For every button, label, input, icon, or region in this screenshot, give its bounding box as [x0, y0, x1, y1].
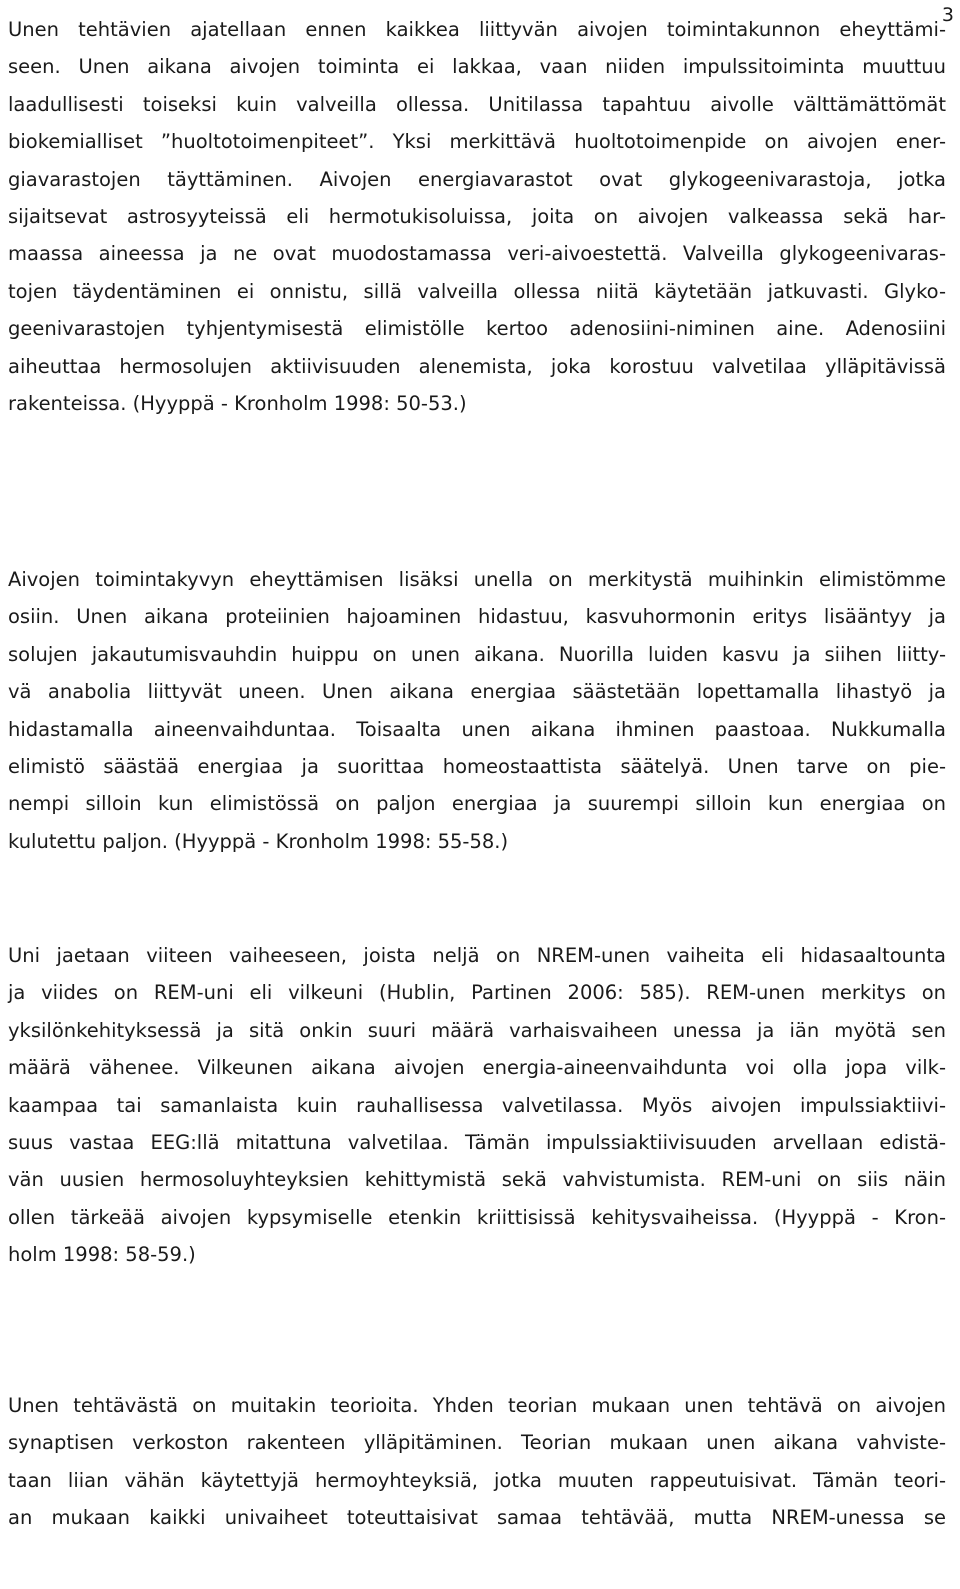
- text-line: aiheuttaa hermosolujen aktiivisuuden alenemista, joka korostuu valvetilaa ylläpitävissä: [8, 354, 946, 378]
- text-line: hidastamalla aineenvaihduntaa. Toisaalta unen aikana ihminen paastoaa. Nukkumalla: [8, 717, 946, 741]
- text-line: sijaitsevat astrosyyteissä eli hermotukisoluissa, joita on aivojen valkeassa sekä har-: [8, 204, 946, 228]
- text-line: elimistö säästää energiaa ja suorittaa homeostaattista säätelyä. Unen tarve on pie-: [8, 754, 946, 778]
- text-line: seen. Unen aikana aivojen toiminta ei lakkaa, vaan niiden impulssitoiminta muuttuu: [8, 55, 946, 79]
- text-line: biokemialliset ”huoltotoimenpiteet”. Yksi merkittävä huoltotoimenpide on aivojen ener-: [8, 130, 946, 154]
- text-line: holm 1998: 58-59.): [8, 1243, 196, 1267]
- text-line: Uni jaetaan viiteen vaiheeseen, joista neljä on NREM-unen vaiheita eli hidasaaltounta: [8, 944, 946, 967]
- text-line: suus vastaa EEG:llä mitattuna valvetilaa. Tämän impulssiaktiivisuuden arvellaan edistä-: [8, 1130, 946, 1154]
- text-line: määrä vähenee. Vilkeunen aikana aivojen energia-aineenvaihdunta voi olla jopa vilk-: [8, 1056, 946, 1080]
- text-line: taan liian vähän käytettyjä hermoyhteyksiä, jotka muuten rappeutuisivat. Tämän teori-: [8, 1468, 946, 1492]
- text-line: ja viides on REM-uni eli vilkeuni (Hublin, Partinen 2006: 585). REM-unen merkitys on: [8, 981, 946, 1005]
- text-line: rakenteissa. (Hyyppä - Kronholm 1998: 50-53.): [8, 391, 467, 415]
- text-line: Unen tehtävästä on muitakin teorioita. Yhden teorian mukaan unen tehtävä on aivojen: [8, 1394, 946, 1417]
- paragraph-brain-recovery: [8, 11, 946, 422]
- paragraph-sleep-stages: [8, 937, 946, 1274]
- text-line: osiin. Unen aikana proteiinien hajoaminen hidastuu, kasvuhormonin eritys lisääntyy ja: [8, 605, 946, 629]
- text-line: ollen tärkeää aivojen kypsymiselle etenkin kriittisissä kehitysvaiheissa. (Hyyppä - Kron-: [8, 1205, 946, 1229]
- text-line: nempi silloin kun elimistössä on paljon energiaa ja suurempi silloin kun energiaa on: [8, 792, 946, 816]
- text-line: tojen täydentäminen ei onnistu, sillä valveilla ollessa niitä käytetään jatkuvasti. Glyko-: [8, 279, 946, 303]
- paragraph-body-recovery: [8, 561, 946, 860]
- text-line: an mukaan kaikki univaiheet toteuttaisivat samaa tehtävää, mutta NREM-unessa se: [8, 1506, 946, 1530]
- text-line: yksilönkehityksessä ja sitä onkin suuri määrä varhaisvaiheen unessa ja iän myötä sen: [8, 1018, 946, 1042]
- text-line: vä anabolia liittyvät uneen. Unen aikana energiaa säästetään lopettamalla lihastyö ja: [8, 680, 946, 704]
- text-line: vän uusien hermosoluyhteyksien kehittymistä sekä vahvistumista. REM-uni on siis näin: [8, 1168, 946, 1192]
- text-line: geenivarastojen tyhjentymisestä elimistölle kertoo adenosiini-niminen aine. Adenosiini: [8, 317, 946, 341]
- text-line: synaptisen verkoston rakenteen ylläpitäminen. Teorian mukaan unen aikana vahviste-: [8, 1431, 946, 1455]
- text-line: kulutettu paljon. (Hyyppä - Kronholm 1998: 55-58.): [8, 829, 509, 853]
- page-number: 3: [941, 4, 954, 26]
- paragraph-other-theories: [8, 1387, 946, 1537]
- text-line: Unen tehtävien ajatellaan ennen kaikkea liittyvän aivojen toimintakunnon eheyttämi-: [8, 18, 946, 41]
- text-line: Aivojen toimintakyvyn eheyttämisen lisäksi unella on merkitystä muihinkin elimistömme: [8, 568, 946, 591]
- text-line: maassa aineessa ja ne ovat muodostamassa veri-aivoestettä. Valveilla glykogeenivaras-: [8, 242, 946, 266]
- text-line: solujen jakautumisvauhdin huippu on unen aikana. Nuorilla luiden kasvu ja siihen liitty-: [8, 642, 946, 666]
- text-line: kaampaa tai samanlaista kuin rauhallisessa valvetilassa. Myös aivojen impulssiaktiivi-: [8, 1093, 946, 1117]
- text-line: laadullisesti toiseksi kuin valveilla ollessa. Unitilassa tapahtuu aivolle välttämättömät: [8, 92, 946, 116]
- text-line: giavarastojen täyttäminen. Aivojen energiavarastot ovat glykogeenivarastoja, jotka: [8, 167, 946, 191]
